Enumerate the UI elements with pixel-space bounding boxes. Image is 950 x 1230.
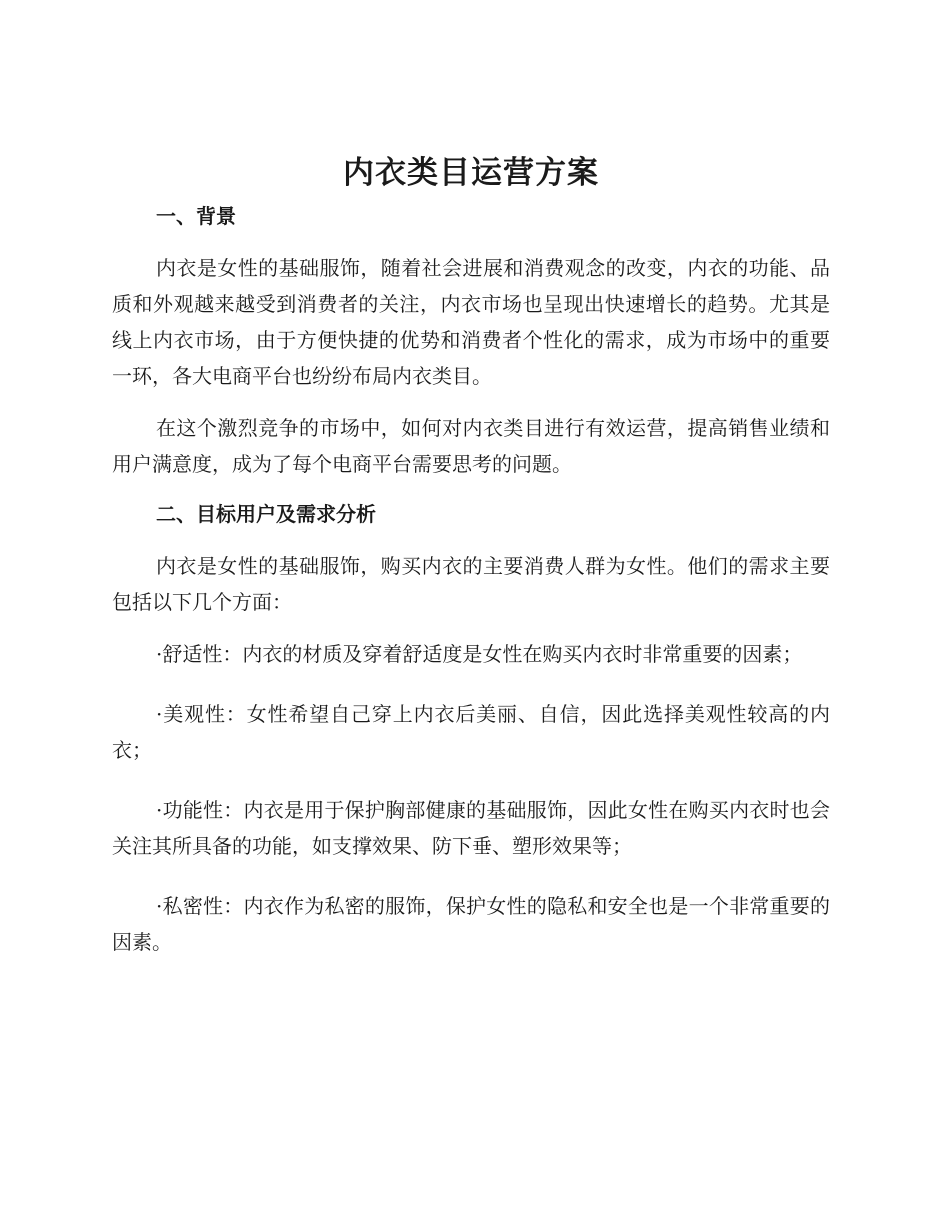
target-users-paragraph: 内衣是女性的基础服饰，购买内衣的主要消费人群为女性。他们的需求主要包括以下几个方面： [112,554,830,614]
section-heading-background: 一、背景 [156,204,236,228]
list-item-aesthetics: ·美观性：女性希望自己穿上内衣后美丽、自信，因此选择美观性较高的内衣； [112,702,830,762]
list-item-functionality: ·功能性：内衣是用于保护胸部健康的基础服饰，因此女性在购买内衣时也会关注其所具备的功能，如支撑效果、防下垂、塑形效果等； [112,798,830,858]
background-paragraph-1: 内衣是女性的基础服饰，随着社会进展和消费观念的改变，内衣的功能、品质和外观越来越受到消费者的关注，内衣市场也呈现出快速增长的趋势。尤其是线上内衣市场，由于方便快捷的优势和消费者个性化的需求，成为市场中的重要一环，各大电商平台也纷纷布局内衣类目。 [112,256,830,388]
list-item-comfort: ·舒适性：内衣的材质及穿着舒适度是女性在购买内衣时非常重要的因素； [156,642,803,666]
document-title: 内衣类目运营方案 [343,155,599,191]
section-heading-target-users: 二、目标用户及需求分析 [156,502,376,526]
list-item-privacy: ·私密性：内衣作为私密的服饰，保护女性的隐私和安全也是一个非常重要的因素。 [112,894,830,954]
background-paragraph-2: 在这个激烈竞争的市场中，如何对内衣类目进行有效运营，提高销售业绩和用户满意度，成为了每个电商平台需要思考的问题。 [112,416,830,476]
document-content [112,150,830,984]
